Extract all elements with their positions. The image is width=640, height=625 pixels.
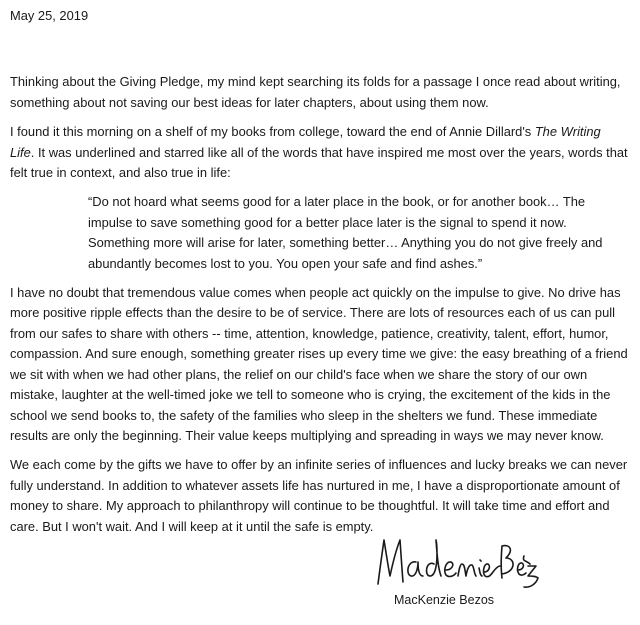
handwritten-signature-icon [370,532,540,592]
signer-name: MacKenzie Bezos [394,593,495,607]
found-paragraph [10,122,628,183]
intro-paragraph: Thinking about the Giving Pledge, my mind kept searching its folds for a passage I once read about writing, something about not saving our best ideas for later chapters, about using them now. [10,74,621,110]
letter-body [10,6,628,546]
found-text-before: I found it this morning on a shelf of my books from college, toward the end of Annie Dillard's [10,124,535,140]
dillard-quote: “Do not hoard what seems good for a later place in the book, or for another book… The impulse to save something good for a better place later is the signal to spend it now. Something more will arise for later, something better… Anything you do not give freely and abundantly becomes lost to you. You open your safe and find ashes.” [88,194,603,271]
book-title: The Writing Life [10,124,601,160]
body-paragraph-2: We each come by the gifts we have to offer by an infinite series of influences and lucky breaks we can never fully understand. In addition to whatever assets life has nurtured in me, I have a disproportionate amount of money to share. My approach to philanthropy will continue to be thoughtful. It will take time and effort and care. But I won't wait. And I will keep at it until the safe is empty. [10,457,628,534]
body-paragraph-1: I have no doubt that tremendous value comes when people act quickly on the impulse to give. No drive has more positive ripple effects than the desire to be of service. There are lots of resources each of us can pull from our safes to share with others -- time, attention, knowledge, patience, creativity, talent, effort, humor, compassion. And sure enough, something greater rises up every time we give: the easy breathing of a friend we sit with when we had other plans, the relief on our child's face when we share the story of our own mistake, laughter at the well-timed joke we tell to someone who is crying, the excitement of the kids in the school we send books to, the safety of the families who sleep in the shelters we fund. These immediate results are only the beginning. Their value keeps multiplying and spreading in ways we may never know. [10,285,628,443]
found-text-after: . It was underlined and starred like all of the words that have inspired me most over the years, words that felt true in context, and also true in life: [10,144,628,181]
letter-date: May 25, 2019 [10,8,89,23]
